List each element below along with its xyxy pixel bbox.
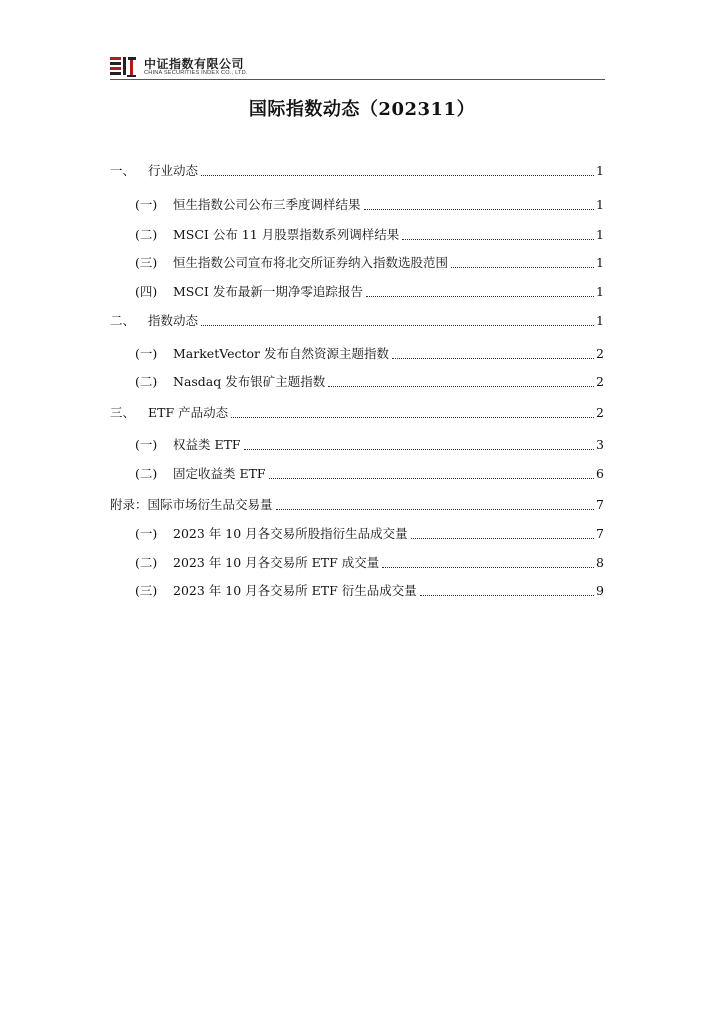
toc-dot-leader [328,386,594,387]
toc-dot-leader [276,509,595,510]
toc-dot-leader [420,595,594,596]
header-divider [110,79,605,80]
toc-entry-number: (三) [135,255,158,270]
toc-entry[interactable] [135,373,604,391]
toc-entry-title: Nasdaq 发布银矿主题指数 [173,374,326,389]
toc-entry[interactable] [135,436,604,454]
toc-entry[interactable] [110,496,604,514]
toc-entry-page: 9 [596,583,604,598]
toc-entry-number: 三、 [110,405,136,420]
toc-entry[interactable] [110,162,604,180]
toc-entry-title: 附录：国际市场衍生品交易量 [110,497,273,512]
toc-entry-title: 恒生指数公司宣布将北交所证券纳入指数选股范围 [173,255,449,270]
toc-entry-page: 1 [596,197,604,212]
toc-entry[interactable] [135,554,604,572]
toc-entry[interactable] [135,254,604,272]
company-name-cn: 中证指数有限公司 [144,57,245,71]
toc-entry-title: 恒生指数公司公布三季度调样结果 [173,197,361,212]
toc-entry[interactable] [135,525,604,543]
document-title: 国际指数动态（202311） [248,99,476,120]
toc-entry[interactable] [135,465,604,483]
toc-entry-number: (二) [135,374,158,389]
toc-dot-leader [201,175,594,176]
toc-dot-leader [402,239,594,240]
toc-entry[interactable] [135,226,604,244]
toc-entry-number: (一) [135,346,158,361]
toc-entry-page: 6 [596,466,604,481]
toc-entry-title: 权益类 ETF [173,437,241,452]
toc-entry-number: (二) [135,227,158,242]
toc-entry-title: 固定收益类 ETF [173,466,266,481]
toc-entry-title: 行业动态 [148,163,199,178]
toc-entry-title: 2023 年 10 月各交易所 ETF 成交量 [173,555,380,570]
toc-entry-page: 1 [596,284,604,299]
toc-entry[interactable] [135,345,604,363]
toc-entry-page: 8 [596,555,604,570]
toc-entry-number: (二) [135,555,158,570]
toc-entry-page: 7 [596,497,604,512]
toc-entry-number: (一) [135,197,158,212]
toc-entry-title: 2023 年 10 月各交易所 ETF 衍生品成交量 [173,583,417,598]
toc-entry-page: 1 [596,227,604,242]
toc-entry-number: (三) [135,583,158,598]
toc-dot-leader [364,209,595,210]
toc-dot-leader [366,296,594,297]
toc-entry-title: MSCI 发布最新一期净零追踪报告 [173,284,363,299]
toc-entry-title: 指数动态 [148,313,199,328]
toc-entry-number: (四) [135,284,158,299]
toc-entry-page: 2 [596,405,604,420]
toc-entry-page: 1 [596,163,604,178]
toc-entry[interactable] [110,312,604,330]
toc-entry-number: 一、 [110,163,136,178]
toc-entry-number: 二、 [110,313,136,328]
toc-dot-leader [231,417,594,418]
toc-entry-title: 2023 年 10 月各交易所股指衍生品成交量 [173,526,408,541]
toc-entry-page: 1 [596,255,604,270]
toc-entry[interactable] [110,404,604,422]
toc-entry-number: (一) [135,526,158,541]
toc-entry[interactable] [135,196,604,214]
toc-dot-leader [382,567,594,568]
company-name-en: CHINA SECURITIES INDEX CO., LTD. [144,70,248,76]
toc-entry[interactable] [135,283,604,301]
csi-logo-icon [110,56,136,78]
toc-entry-page: 2 [596,346,604,361]
toc-entry-title: ETF 产品动态 [148,405,229,420]
toc-entry-number: (一) [135,437,158,452]
toc-entry-page: 2 [596,374,604,389]
page-header [110,52,605,80]
toc-dot-leader [411,538,594,539]
toc-dot-leader [244,449,594,450]
toc-entry[interactable] [135,582,604,600]
toc-entry-title: MarketVector 发布自然资源主题指数 [173,346,389,361]
toc-entry-page: 3 [596,437,604,452]
toc-entry-page: 1 [596,313,604,328]
toc-dot-leader [392,358,594,359]
toc-dot-leader [451,267,594,268]
toc-entry-page: 7 [596,526,604,541]
toc-entry-number: (二) [135,466,158,481]
toc-entry-title: MSCI 公布 11 月股票指数系列调样结果 [173,227,400,242]
toc-dot-leader [201,325,594,326]
toc-dot-leader [269,478,594,479]
